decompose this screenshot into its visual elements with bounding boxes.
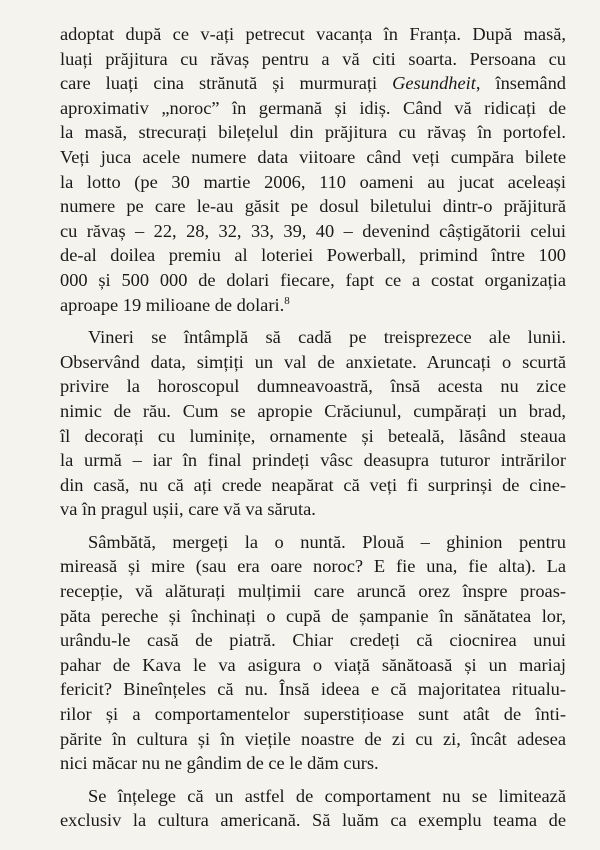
text-line: la masă, strecurați bilețelul din prăjitura cu răvaș în portofel. (60, 122, 566, 143)
text-line: exclusiv la cultura americană. Să luăm ca exemplu teama de (60, 810, 566, 831)
text-line: la lotto (pe 30 martie 2006, 110 oameni au jucat aceleași (60, 171, 566, 192)
text-line: nimic de rău. Cum se apropie Crăciunul, cumpărați un brad, (60, 400, 566, 421)
text-line: urându-le casă de piatră. Chiar credeți că ciocnirea unui (60, 630, 566, 651)
text-line: îl decorați cu luminițe, ornamente și beteală, lăsând steaua (60, 425, 566, 446)
text-line: Veți juca acele numere data viitoare când veți cumpăra bilete (60, 146, 566, 167)
text-line: din casă, nu că ați crede neapărat că veți fi surprinși de cine- (60, 474, 566, 495)
paragraph-gap (60, 776, 566, 784)
text-line: Observând data, simțiți un val de anxietate. Aruncați o scurtă (60, 351, 566, 372)
text-line: păta pereche și închinați o cupă de șampanie în sănătatea lor, (60, 605, 566, 626)
text-line: pahar de Kava le va asigura o viață sănătoasă și un mariaj (60, 654, 566, 675)
text-line: Sâmbătă, mergeți la o nuntă. Plouă – ghinion pentru (88, 531, 566, 552)
text-line: Se înțelege că un astfel de comportament nu se limitează (88, 785, 566, 806)
text-line: Vineri se întâmplă să cadă pe treisprezece ale lunii. (88, 327, 566, 348)
text-line: fericit? Bineînțeles că nu. Însă ideea e că majoritatea ritualu- (60, 679, 566, 700)
text-line: care luați cina strănută și murmurați Gesundheit, însemând (60, 73, 566, 94)
text-line: de-al doilea premiu al loteriei Powerball, primind între 100 (60, 245, 566, 266)
text-line: va în pragul ușii, care vă va săruta. (60, 499, 316, 520)
text-line: cu răvaș – 22, 28, 32, 33, 39, 40 – devenind câștigătorii celui (60, 220, 566, 241)
paragraph-2 (60, 325, 566, 522)
text-line: numere pe care le-au găsit pe dosul biletului dintr-o prăjitură (60, 196, 566, 217)
text-line (60, 293, 566, 318)
text-line: rilor și a comportamentelor superstițioase sunt atât de înti- (60, 704, 566, 725)
text-line: aproximativ „noroc” în germană și idiș. Când vă ridicați de (60, 97, 566, 118)
paragraph-gap (60, 317, 566, 325)
text-line: la urmă – iar în final prindeți vâsc deasupra tuturor intrărilor (60, 450, 566, 471)
text-line: recepție, vă alăturați mulțimii care aruncă orez înspre proas- (60, 581, 566, 602)
paragraph-3 (60, 530, 566, 776)
text-line: adoptat după ce v-ați petrecut vacanța în Franța. După masă, (60, 24, 566, 44)
text-line-content: aproape 19 milioane de dolari. (60, 294, 285, 315)
text-line: mireasă și mire (sau era oare noroc? E fie una, fie alta). La (60, 556, 566, 577)
text-line: 000 și 500 000 de dolari fiecare, fapt ce a costat organizația (60, 269, 566, 290)
paragraph-1 (60, 22, 566, 317)
footnote-marker: 8 (284, 294, 290, 307)
paragraph-4 (60, 784, 566, 833)
text-line: privire la horoscopul dumneavoastră, însă acesta nu zice (60, 376, 566, 397)
italic-word: Gesundheit (392, 73, 476, 94)
text-line: nici măcar nu ne gândim de ce le dăm curs. (60, 753, 379, 774)
paragraph-gap (60, 522, 566, 530)
text-line: părite în cultura și în viețile noastre de zi cu zi, încât adesea (60, 728, 566, 749)
text-line: luați prăjitura cu răvaș pentru a vă citi soarta. Persoana cu (60, 48, 566, 69)
